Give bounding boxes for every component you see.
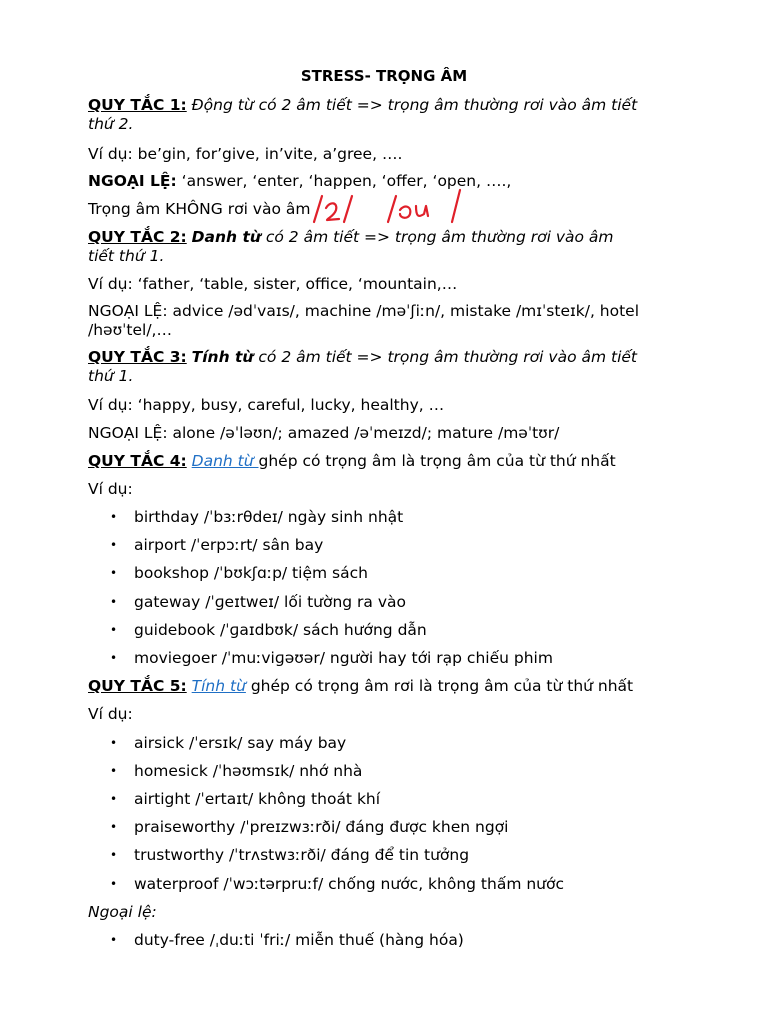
list-item: airsick /ˈersɪk/ say máy bay (134, 734, 347, 752)
rule2-example: Ví dụ: ‘father, ‘table, sister, office, ‘mountain,… (88, 275, 458, 293)
rule5-exception-label: Ngoại lệ: (88, 903, 157, 921)
rule5-label: QUY TẮC 5: (88, 677, 187, 695)
rule3-bold-word: Tính từ (191, 348, 254, 366)
bullet-marker: • (110, 933, 118, 947)
list-item: duty-free /ˌduːti ˈfriː/ miễn thuế (hàng hóa) (134, 931, 464, 949)
list-item: guidebook /ˈɡaɪdbʊk/ sách hướng dẫn (134, 621, 427, 639)
rule5-text: ghép có trọng âm rơi là trọng âm của từ thứ nhất (250, 677, 634, 695)
list-item: homesick /ˈhəʊmsɪk/ nhớ nhà (134, 762, 363, 780)
rule1-text-cont: thứ 2. (88, 115, 134, 133)
rule5-example-label: Ví dụ: (88, 705, 133, 723)
rule2-bold-word: Danh từ (191, 228, 261, 246)
list-item: bookshop /ˈbʊkʃɑːp/ tiệm sách (134, 564, 368, 582)
bullet-marker: • (110, 623, 118, 637)
rule1-exception-text: ‘answer, ‘enter, ‘happen, ‘offer, ‘open, …., (181, 172, 512, 190)
rule1-exception-label: NGOẠI LỆ: (88, 172, 177, 190)
rule2-exception-line1: NGOẠI LỆ: advice /ədˈvaɪs/, machine /məˈʃiːn/, mistake /mɪˈsteɪk/, hotel (88, 302, 640, 320)
bullet-marker: • (110, 792, 118, 806)
rule4-example-label: Ví dụ: (88, 480, 133, 498)
rule1-example: Ví dụ: be’gin, for’give, in’vite, a’gree, …. (88, 145, 403, 163)
rule2-text-cont: tiết thứ 1. (88, 247, 165, 265)
bullet-marker: • (110, 595, 118, 609)
list-item: moviegoer /ˈmuːviɡəʊər/ người hay tới rạp chiếu phim (134, 649, 553, 667)
rule3-example: Ví dụ: ‘happy, busy, careful, lucky, healthy, … (88, 396, 445, 414)
list-item: birthday /ˈbɜːrθdeɪ/ ngày sinh nhật (134, 508, 404, 526)
rule4-text: ghép có trọng âm là trọng âm của từ thứ nhất (258, 452, 616, 470)
bullet-marker: • (110, 538, 118, 552)
bullet-marker: • (110, 736, 118, 750)
bullet-marker: • (110, 848, 118, 862)
bullet-marker: • (110, 820, 118, 834)
rule1-label: QUY TẮC 1: (88, 96, 187, 114)
bullet-marker: • (110, 566, 118, 580)
handwritten-annotation (300, 188, 480, 228)
list-item: airport /ˈerpɔːrt/ sân bay (134, 536, 324, 554)
bullet-marker: • (110, 510, 118, 524)
rule2-exception (88, 302, 698, 340)
list-item: waterproof /ˈwɔːtərpruːf/ chống nước, không thấm nước (134, 875, 565, 893)
rule3-exception: NGOẠI LỆ: alone /əˈləʊn/; amazed /əˈmeɪzd/; mature /məˈtʊr/ (88, 424, 560, 442)
rule4-link[interactable]: Danh từ (191, 452, 259, 470)
bullet-marker: • (110, 651, 118, 665)
bullet-marker: • (110, 764, 118, 778)
bullet-marker: • (110, 877, 118, 891)
rule3-paragraph (88, 348, 698, 386)
rule5-paragraph (88, 677, 698, 696)
rule2-paragraph (88, 228, 698, 266)
rule4-paragraph (88, 452, 698, 471)
list-item: praiseworthy /ˈpreɪzwɜːrði/ đáng được khen ngợi (134, 818, 509, 836)
rule1-paragraph (88, 96, 698, 134)
rule1-note: Trọng âm KHÔNG rơi vào âm (88, 200, 311, 218)
list-item: airtight /ˈertaɪt/ không thoát khí (134, 790, 381, 808)
rule5-link[interactable]: Tính từ (191, 677, 246, 695)
rule4-label: QUY TẮC 4: (88, 452, 187, 470)
rule1-text: Động từ có 2 âm tiết => trọng âm thường rơi vào âm tiết (191, 96, 638, 114)
rule2-exception-line2: /həʊˈtel/,… (88, 321, 172, 339)
rule2-text: có 2 âm tiết => trọng âm thường rơi vào âm (265, 228, 614, 246)
list-item: gateway /ˈɡeɪtweɪ/ lối tường ra vào (134, 593, 406, 611)
rule3-text-cont: thứ 1. (88, 367, 134, 385)
rule3-label: QUY TẮC 3: (88, 348, 187, 366)
list-item: trustworthy /ˈtrʌstwɜːrði/ đáng để tin tưởng (134, 846, 470, 864)
page-title: STRESS- TRỌNG ÂM (300, 67, 468, 85)
rule2-label: QUY TẮC 2: (88, 228, 187, 246)
rule3-text: có 2 âm tiết => trọng âm thường rơi vào âm tiết (258, 348, 637, 366)
